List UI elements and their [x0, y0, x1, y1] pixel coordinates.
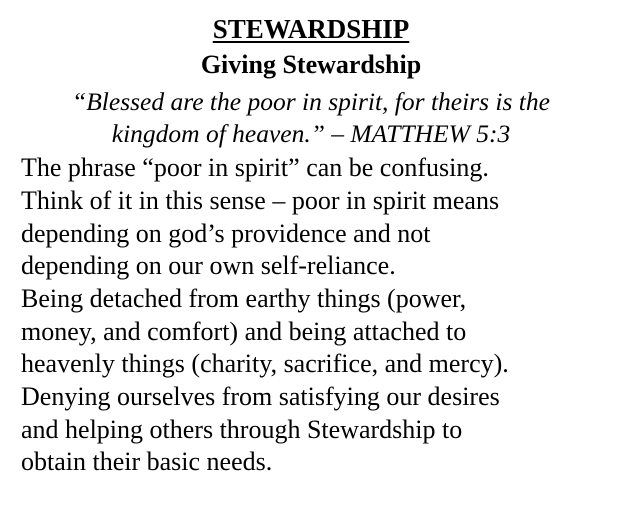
scripture-quote-line: “Blessed are the poor in spirit, for theirs is the — [72, 87, 550, 116]
document-subtitle: Giving Stewardship — [200, 50, 422, 79]
body-text-line: depending on our own self-reliance. — [21, 251, 396, 280]
body-text-line: obtain their basic needs. — [21, 447, 273, 476]
body-text-line: heavenly things (charity, sacrifice, and mercy). — [21, 349, 509, 378]
body-text-line: money, and comfort) and being attached to — [21, 317, 467, 346]
body-text-line: depending on god’s providence and not — [21, 219, 431, 248]
body-text-line: Think of it in this sense – poor in spirit means — [21, 186, 500, 215]
body-text-line: The phrase “poor in spirit” can be confusing. — [21, 153, 489, 182]
body-text-line: Denying ourselves from satisfying our desires — [21, 382, 500, 411]
body-text-line: and helping others through Stewardship to — [21, 415, 463, 444]
body-text-line: Being detached from earthy things (power, — [21, 284, 467, 313]
document-title: STEWARDSHIP — [212, 14, 410, 44]
scripture-quote-line: kingdom of heaven.” – MATTHEW 5:3 — [111, 119, 511, 148]
